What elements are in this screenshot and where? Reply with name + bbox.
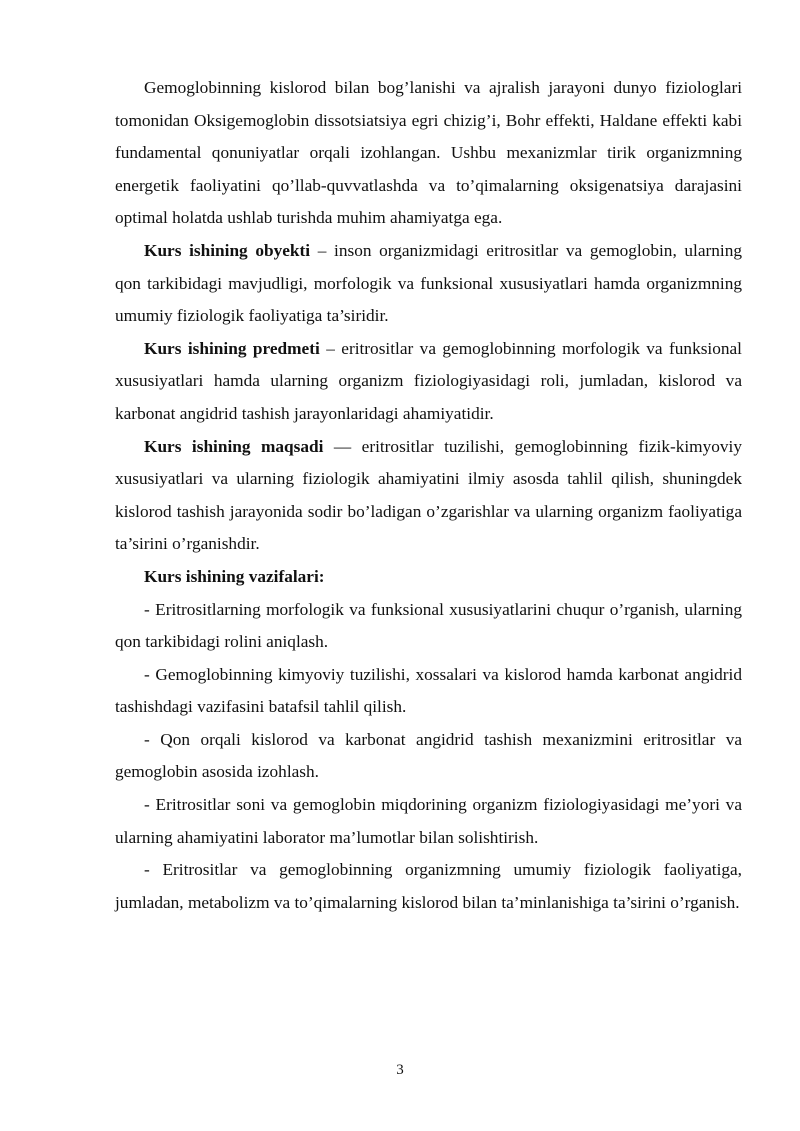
subject-label: Kurs ishining predmeti xyxy=(144,338,320,358)
object-text: – inson organizmidagi eritrositlar va gemoglobin, ularning qon tarkibidagi mavjudligi, morfologik va funksional xususiyatlari hamda organizmning umumiy fiziologik faoliyatiga ta’siridir. xyxy=(115,240,743,326)
task-item: - Eritrositlar soni va gemoglobin miqdorining organizm fiziologiyasidagi me’yori va ularning ahamiyatini laborator ma’lumotlar bilan solishtirish. xyxy=(115,795,742,847)
object-paragraph xyxy=(115,235,742,333)
object-label: Kurs ishining obyekti xyxy=(144,240,311,260)
document-page xyxy=(115,72,742,919)
goal-paragraph xyxy=(115,431,742,561)
task-item: - Gemoglobinning kimyoviy tuzilishi, xossalari va kislorod hamda karbonat angidrid tashishdagi vazifasini batafsil tahlil qilish. xyxy=(115,664,742,717)
task-item: - Eritrositlarning morfologik va funksional xususiyatlarini chuqur o’rganish, ularning qon tarkibidagi rolini aniqlash. xyxy=(115,599,742,652)
tasks-heading: Kurs ishining vazifalari: xyxy=(144,566,325,586)
task-item: - Qon orqali kislorod va karbonat angidrid tashish mexanizmini eritrositlar va gemoglobin asosida izohlash. xyxy=(115,729,742,782)
task-item: - Eritrositlar va gemoglobinning organizmning umumiy fiziologik faoliyatiga, jumladan, metabolizm va to’qimalarning kislorod bilan ta’minlanishiga ta’sirini o’rganish. xyxy=(115,860,742,912)
subject-text: – eritrositlar va gemoglobinning morfologik va funksional xususiyatlari hamda ularning organizm fiziologiyasidagi roli, jumladan, kislorod va karbonat angidrid tashish jarayonlaridagi ahamiyatidir. xyxy=(115,338,742,423)
intro-paragraph: Gemoglobinning kislorod bilan bog’lanishi va ajralish jarayoni dunyo fiziologlari tomonidan Oksigemoglobin dissotsiatsiya egri chizig’i, Bohr effekti, Haldane effekti kabi fundamental qonuniyatlar orqali izohlangan. Ushbu mexanizmlar tirik organizmning energetik faoliyatini qo’llab-quvvatlashda va to’qimalarning oksigenatsiya darajasini optimal holatda ushlab turishda muhim ahamiyatga ega. xyxy=(115,78,742,228)
goal-label: Kurs ishining maqsadi xyxy=(144,436,324,456)
goal-text: — eritrositlar tuzilishi, gemoglobinning fizik-kimyoviy xususiyatlari va ularning fiziologik ahamiyatini ilmiy asosda tahlil qilish, shuningdek kislorod tashish jarayonida sodir bo’ladigan o’zgarishlar va ularning organizm faoliyatiga ta’sirini o’rganishdir. xyxy=(115,436,742,554)
page-number: 3 xyxy=(396,1062,404,1078)
subject-paragraph xyxy=(115,333,742,431)
